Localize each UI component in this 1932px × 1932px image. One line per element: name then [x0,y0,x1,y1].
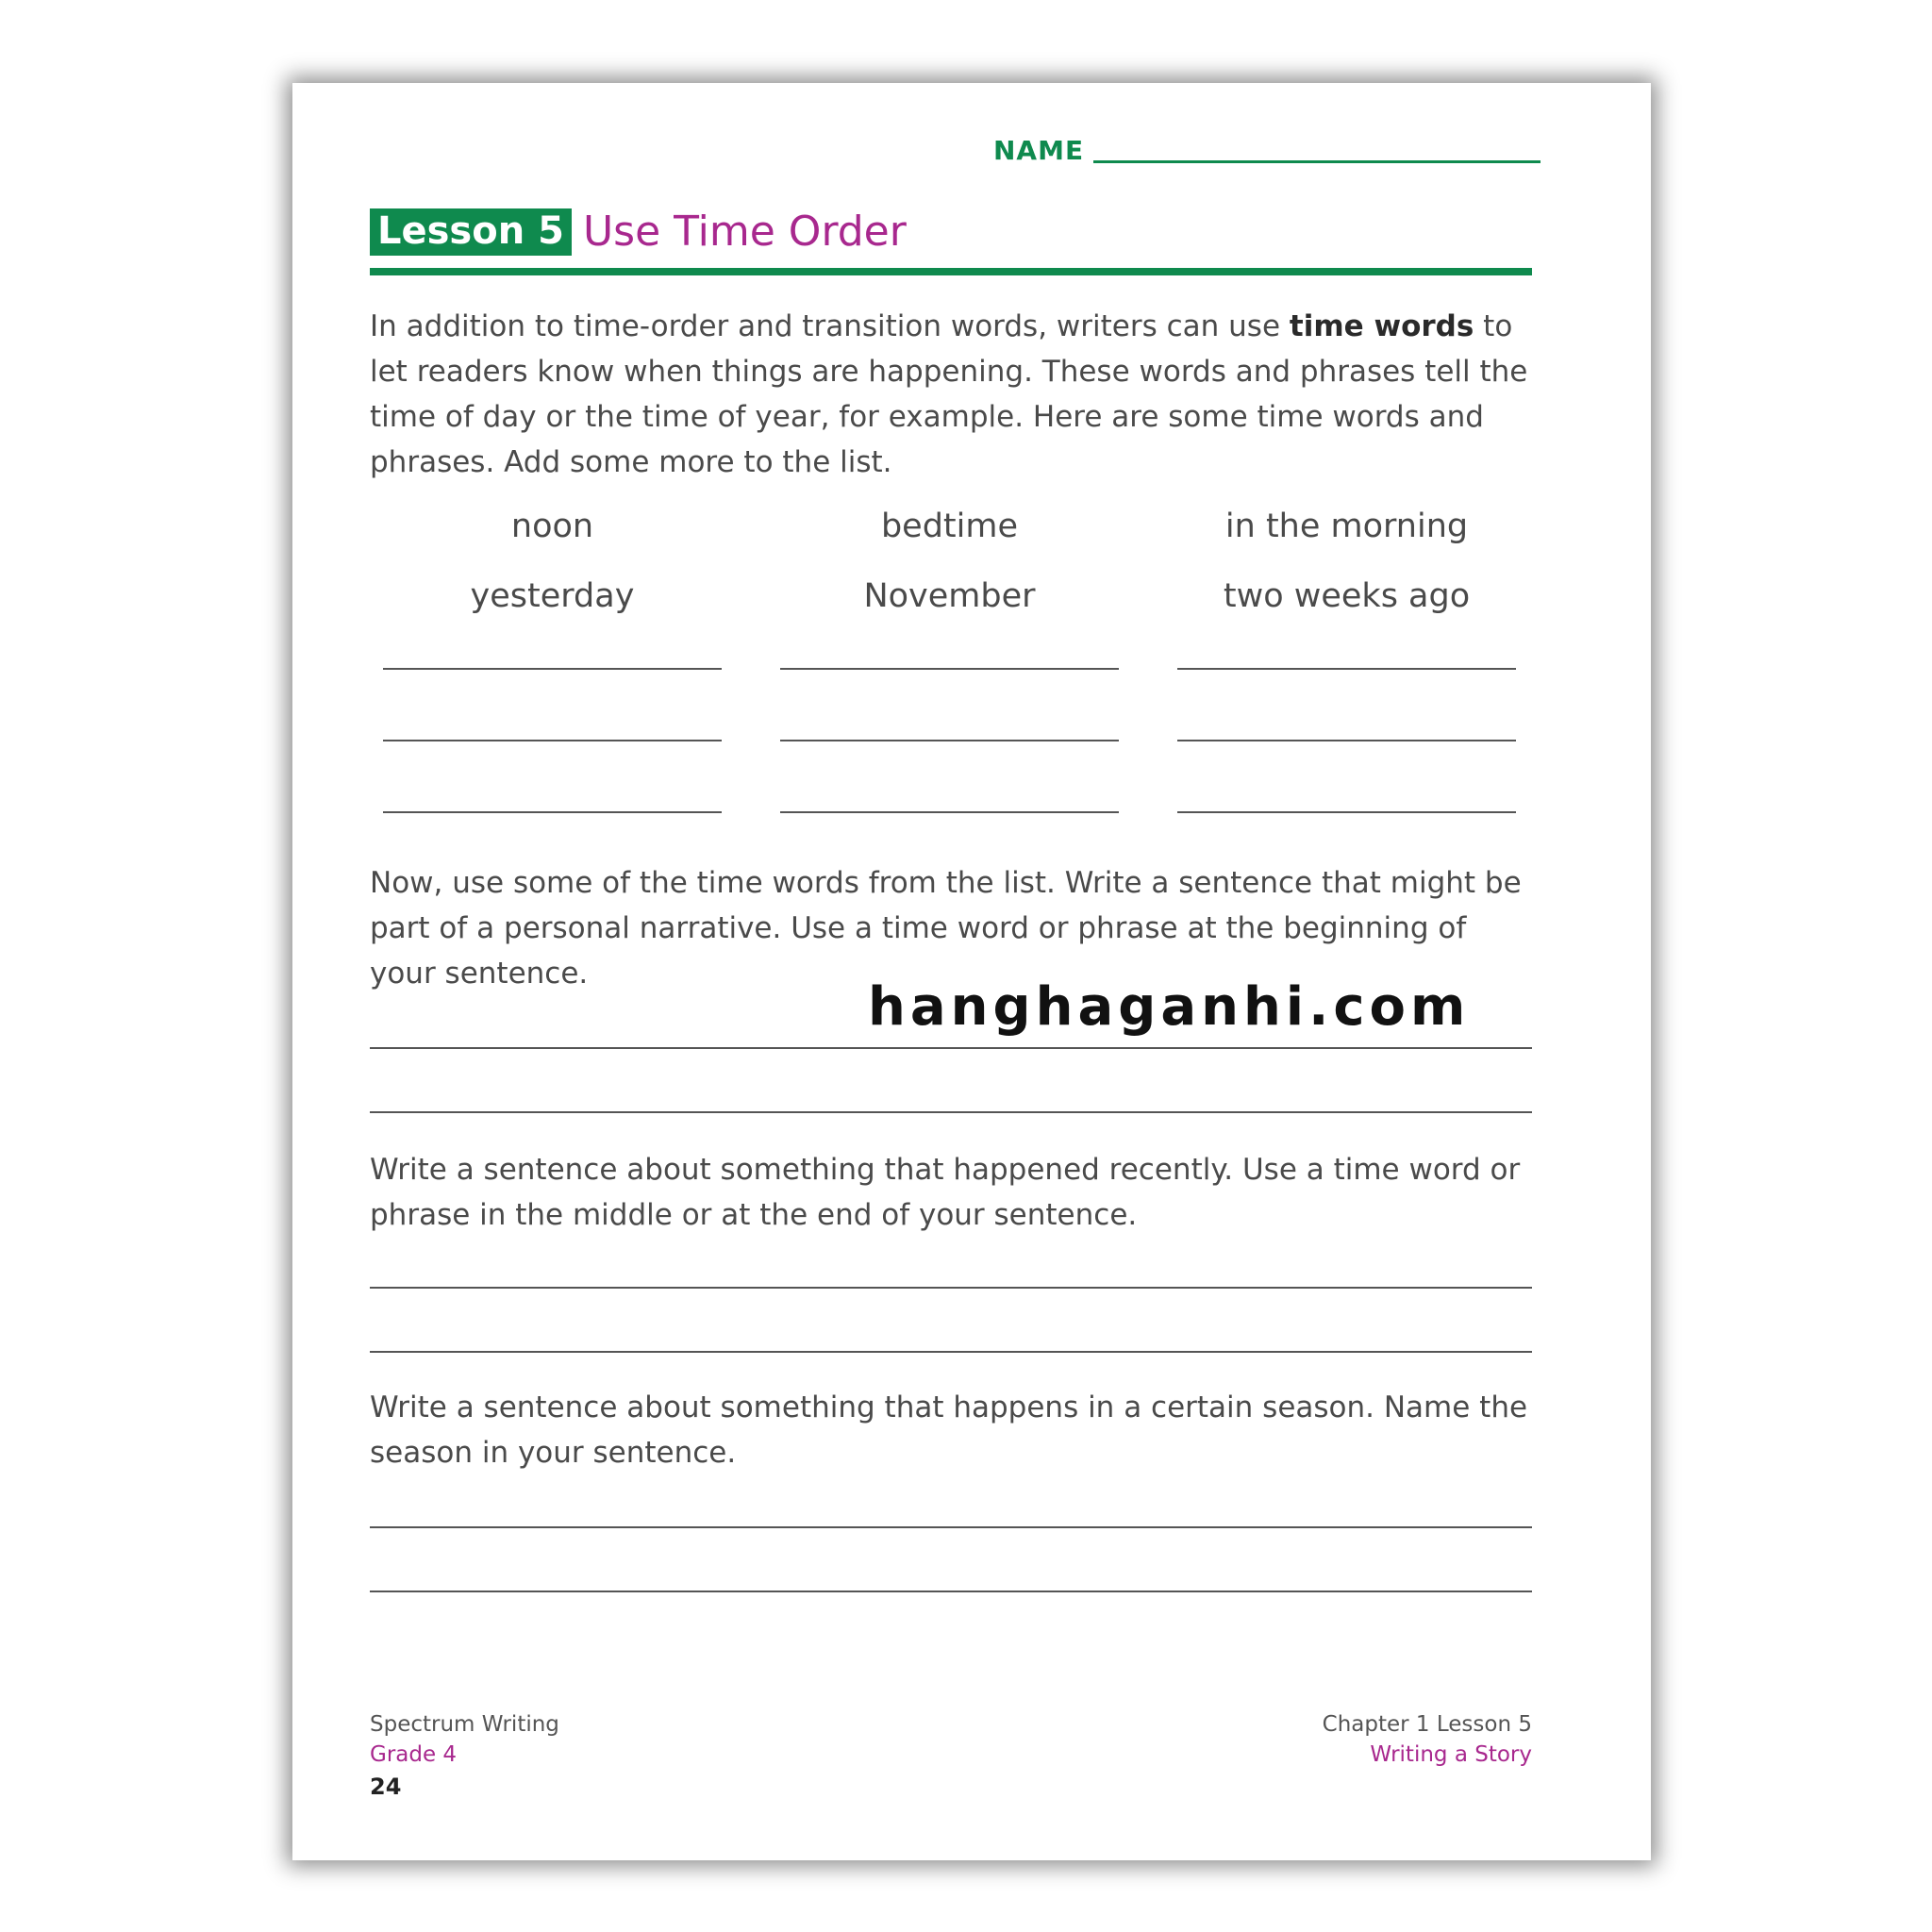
watermark-text: hanghaganhi.com [868,976,1471,1038]
answer-line-2a[interactable] [370,1287,1532,1289]
answer-line-1a[interactable] [370,1047,1532,1049]
footer-chapter-title: Writing a Story [1370,1742,1532,1767]
lesson-header [370,208,907,256]
answer-line-2b[interactable] [370,1351,1532,1353]
name-blank-line [1093,160,1541,163]
intro-paragraph [370,304,1540,485]
word-blank-line[interactable] [780,668,1119,670]
intro-bold-term: time words [1289,309,1474,343]
word-blank-line[interactable] [1177,811,1516,813]
word-blank-line[interactable] [383,811,722,813]
footer-right [1323,1709,1532,1770]
word-blank-lines [383,668,1521,813]
time-word: bedtime [880,508,1019,545]
word-blank-line[interactable] [780,811,1119,813]
prompt-1: Now, use some of the time words from the list. Write a sentence that might be part of a personal narrative. Use a time word or phrase at the beginning of your sentence. [370,866,1522,991]
name-field-row [993,136,1541,166]
word-blank-line[interactable] [383,668,722,670]
prompt-3: Write a sentence about something that happens in a certain season. Name the season in your sentence. [370,1391,1528,1470]
time-word: two weeks ago [1223,577,1471,615]
page-number: 24 [370,1774,402,1800]
word-blank-line[interactable] [383,740,722,741]
lesson-badge: Lesson 5 [370,208,572,256]
footer-chapter: Chapter 1 Lesson 5 [1322,1712,1532,1737]
lesson-title: Use Time Order [582,208,907,256]
answer-line-3b[interactable] [370,1591,1532,1592]
footer-left [370,1709,559,1804]
answer-line-3a[interactable] [370,1526,1532,1528]
time-word: in the morning [1224,508,1469,545]
worksheet-page [292,83,1651,1860]
time-word: November [863,577,1036,615]
name-label: NAME [993,135,1085,166]
word-blank-line[interactable] [780,740,1119,741]
prompt-2: Write a sentence about something that happened recently. Use a time word or phrase in the middle or at the end of your sentence. [370,1153,1521,1232]
time-word-list [383,504,1521,619]
word-blank-line[interactable] [1177,740,1516,741]
title-divider [370,268,1532,275]
intro-text-before: In addition to time-order and transition words, writers can use [370,309,1290,343]
intro-text-after: to let readers know when things are happening. These words and phrases tell the time of day or the time of year, for example. Here are some time words and phrases. Add some more to the list. [370,309,1528,479]
footer-book-title: Spectrum Writing [370,1712,559,1737]
answer-line-1b[interactable] [370,1111,1532,1113]
word-blank-line[interactable] [1177,668,1516,670]
time-word: yesterday [470,577,635,615]
time-word: noon [510,508,594,545]
footer-grade: Grade 4 [370,1742,458,1767]
